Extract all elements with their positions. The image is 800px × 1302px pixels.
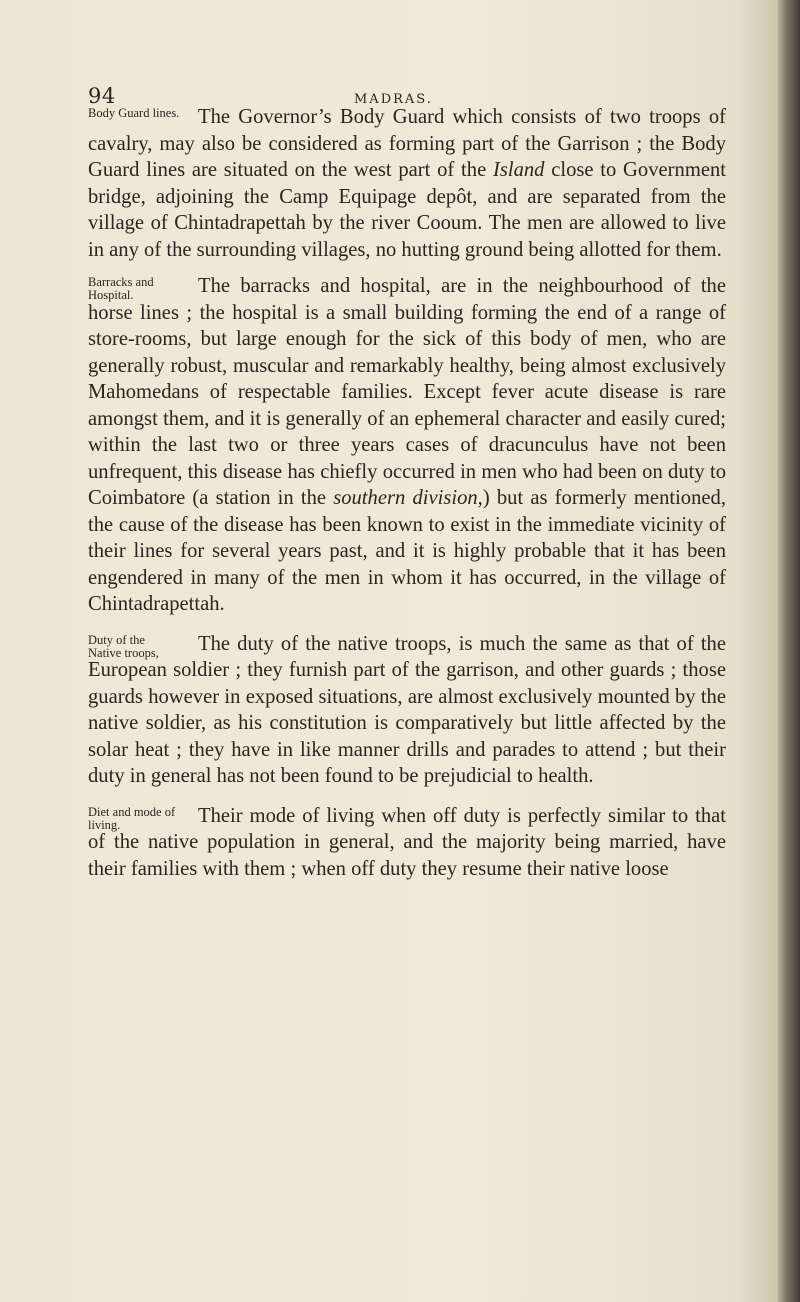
paragraph-text: ) but as formerly mentioned, the cause of the disease has been known to exist in the immediate vicinity of their lines for several years past, and it is highly probable that it has been engendered in many of the men in whom it has occurred, in the village of Chintadrapettah.: [88, 487, 726, 615]
sidenote-body-guard-lines: Body Guard lines.: [88, 106, 180, 120]
paragraph-italic: southern division,: [333, 487, 483, 509]
paragraph-text: Their mode of living when off duty is perfectly similar to that of the native population in general, and the majority being married, have their families with them ; when off duty they resume their native loose: [88, 804, 726, 880]
paragraph-body-guard-lines: [88, 104, 726, 263]
running-head: MADRAS.: [354, 92, 433, 107]
paragraph-text: The barracks and hospital, are in the neighbourhood of the horse lines ; the hospital is a small building forming the end of a range of store-rooms, but large enough for the sick of this body of men, who are generally robust, muscular and remarkably healthy, being almost exclusively Mahomedans of respectable families. Except fever acute disease is rare amongst them, and it is generally of an ephemeral character and easily cured; within the last two or three years cases of dracunculus have not been unfrequent, this disease has chiefly occurred in men who had been on duty to Coimbatore (a station in the: [88, 275, 726, 509]
page-number: 94: [88, 84, 116, 108]
page-edge-shadow: [778, 0, 800, 1302]
sidenote-barracks-hospital: Barracks and Hospital.: [88, 275, 154, 302]
paragraph-text: close to Government bridge, adjoining the Camp Equipage depôt, and are separated from the village of Chintadrapettah by the river Cooum. The men are allowed to live in any of the surrounding villages, no hutting ground being allotted for them.: [88, 159, 726, 261]
paragraph-text: The Governor’s Body Guard which consists of two troops of cavalry, may also be considered as forming part of the Garrison ; the Body Guard lines are situated on the west part of the: [88, 106, 726, 181]
paragraph-barracks-hospital: [88, 273, 726, 618]
paragraph-italic: Island: [492, 159, 545, 181]
sidenote-duty-native-troops: Duty of the Native troops,: [88, 632, 159, 660]
paragraph-duty-native-troops: [88, 631, 726, 790]
sidenote-diet-mode-living: Diet and mode of living.: [88, 804, 176, 832]
paragraph-text: The duty of the native troops, is much the same as that of the European soldier ; they furnish part of the garrison, and other guards ; those guards however in exposed situations, are almost exclusively mounted by the native soldier, as his constitution is comparatively but little affected by the solar heat ; they have in like manner drills and parades to attend ; but their duty in general has not been found to be prejudicial to health.: [88, 632, 726, 787]
body-text: [88, 104, 726, 882]
paragraph-diet-mode-living: [88, 803, 726, 883]
